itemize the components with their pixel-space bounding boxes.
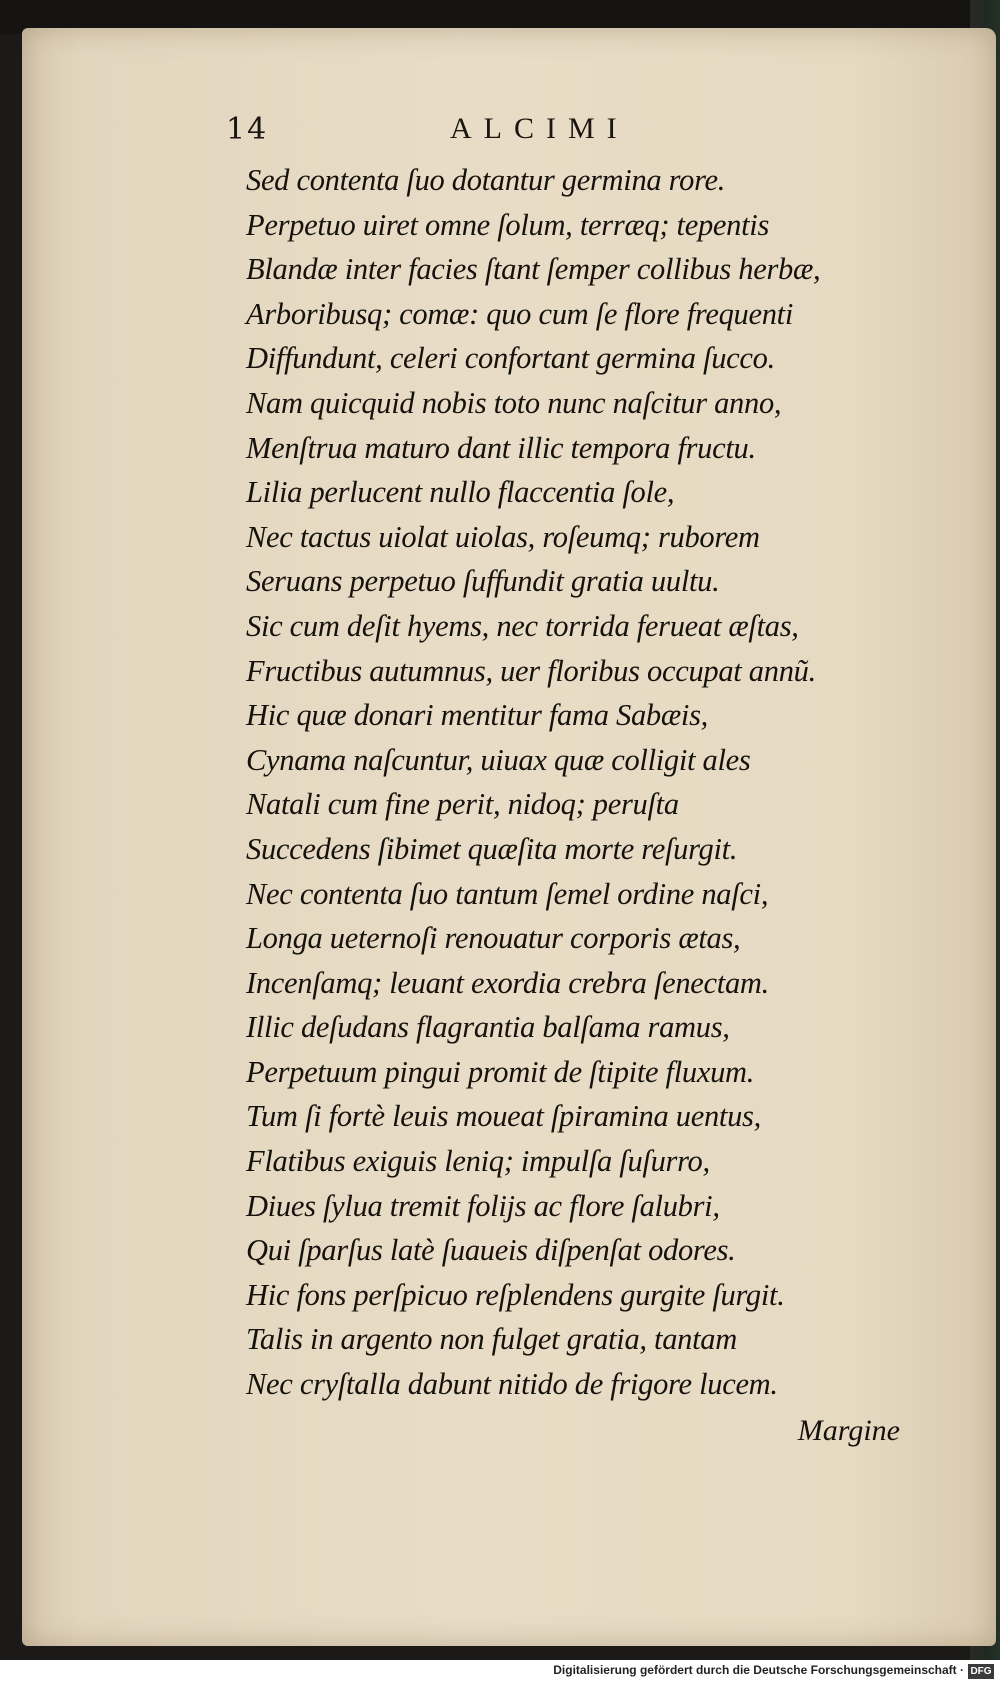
verse-line: Lilia perlucent nullo flaccentia ſole,	[246, 475, 675, 510]
verse-line: Flatibus exiguis leniq; impulſa ſuſurro,	[246, 1144, 710, 1179]
verse-line: Sed contenta ſuo dotantur germina rore.	[246, 163, 726, 197]
verse-line: Nec tactus uiolat uiolas, roſeumq; ruborem	[246, 519, 760, 554]
verse-line: Nec cryſtalla dabunt nitido de frigore lucem.	[246, 1367, 778, 1402]
funding-credit: Digitalisierung gefördert durch die Deutsche Forschungsgemeinschaft ·	[553, 1663, 964, 1677]
running-head: ALCIMI	[450, 112, 629, 145]
verse-line: Talis in argento non fulget gratia, tantam	[246, 1322, 737, 1357]
verse-line: Sic cum deſit hyems, nec torrida ferueat æſtas,	[246, 608, 799, 643]
catchword: Margine	[797, 1414, 900, 1447]
verse-line: Diues ſylua tremit folijs ac flore ſalubri,	[246, 1188, 720, 1223]
verse-line: Hic fons perſpicuo reſplendens gurgite ſurgit.	[246, 1277, 785, 1312]
verse-block	[246, 158, 820, 1407]
verse-line: Tum ſi fortè leuis moueat ſpiramina uentus,	[246, 1099, 761, 1134]
verse-line: Menſtrua maturo dant illic tempora fructu.	[246, 430, 756, 465]
verse-line: Incenſamq; leuant exordia crebra ſenectam.	[246, 965, 769, 1000]
verse-line: Perpetuum pingui promit de ſtipite fluxum.	[246, 1054, 755, 1089]
verse-line: Qui ſparſus latè ſuaueis diſpenſat odores.	[246, 1233, 736, 1268]
dfg-logo: DFG	[968, 1664, 994, 1679]
verse-line: Illic deſudans flagrantia balſama ramus,	[246, 1010, 730, 1045]
verse-line: Longa ueternoſi renouatur corporis ætas,	[246, 921, 741, 956]
verse-line: Nam quicquid nobis toto nunc naſcitur anno,	[246, 385, 782, 420]
verse-line: Arboribusq; comæ: quo cum ſe flore frequenti	[246, 296, 794, 331]
digitization-footer	[0, 1660, 1000, 1684]
verse-line: Seruans perpetuo ſuffundit gratia uultu.	[246, 564, 720, 599]
verse-line: Natali cum fine perit, nidoq; peruſta	[246, 787, 679, 822]
verse-line: Hic quæ donari mentitur fama Sabæis,	[246, 698, 708, 733]
verse-line: Nec contenta ſuo tantum ſemel ordine naſci,	[246, 876, 769, 911]
verse-line: Fructibus autumnus, uer floribus occupat annũ.	[246, 653, 816, 688]
verse-line: Succedens ſibimet quæſita morte reſurgit.	[246, 831, 738, 866]
verse-line: Perpetuo uiret omne ſolum, terræq; tepentis	[246, 207, 770, 242]
verse-line: Blandæ inter facies ſtant ſemper collibus herbæ,	[246, 252, 821, 287]
verse-line: Cynama naſcuntur, uiuax quæ colligit ales	[246, 742, 751, 777]
verse-line: Diffundunt, celeri confortant germina ſucco.	[246, 341, 775, 376]
page-number: 14	[226, 112, 269, 147]
